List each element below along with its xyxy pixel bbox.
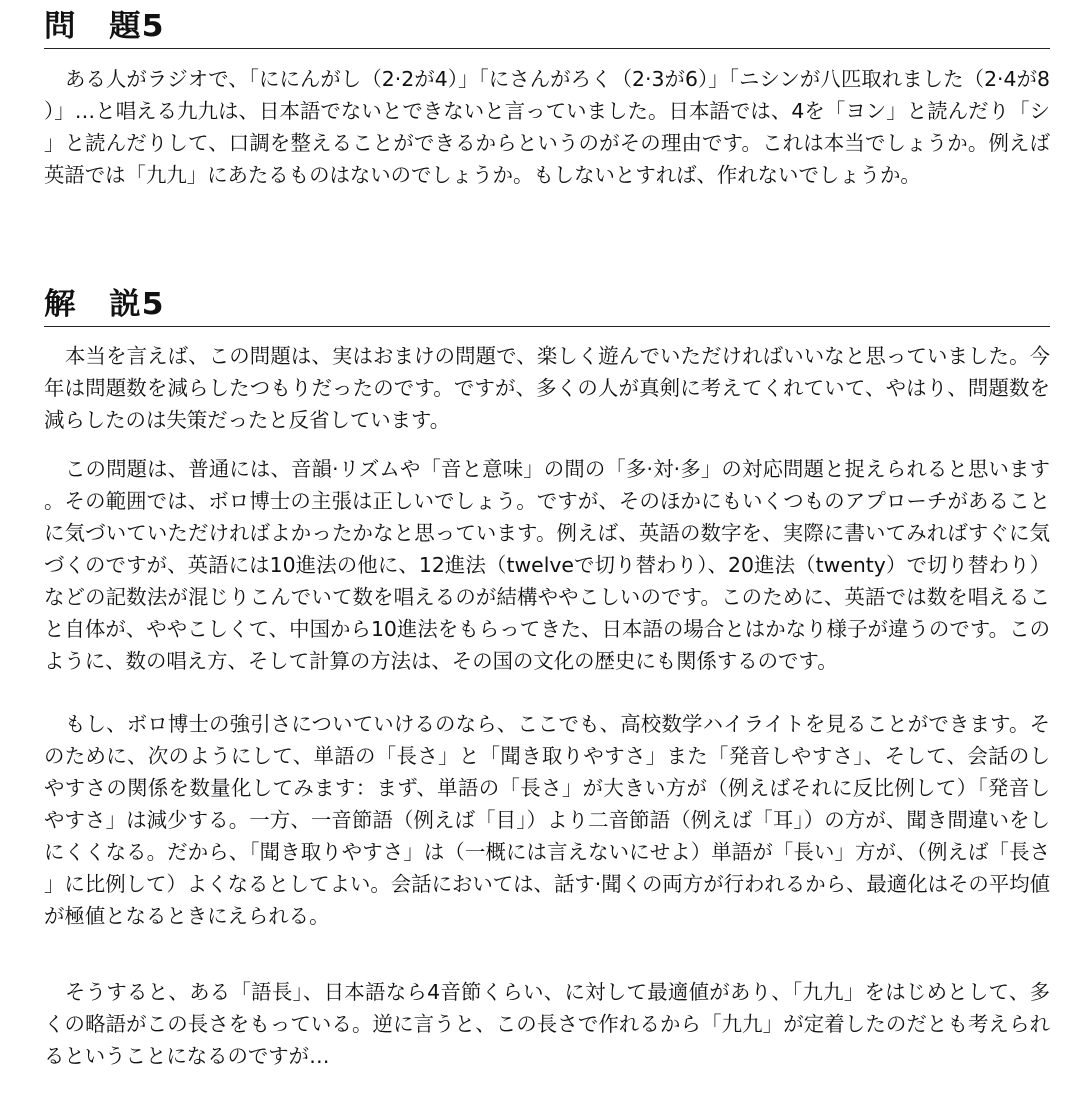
problem-heading [44, 8, 1050, 49]
problem-paragraph: ある人がラジオで、「ににんがし（2·2が4）」「にさんがろく（2·3が6）」「ニシンが八匹取れました（2·4が8）」…と唱える九九は、日本語でないとできないと言っていました。日本語では、4を「ヨン」と読んだり「シ」と読んだりして、口調を整えることができるからというのがその理由です。これは本当でしょうか。例えば英語では「九九」にあたるものはないのでしょうか。もしないとすれば、作れないでしょうか。 [44, 67, 1050, 187]
explanation-heading-text: 解 説5 [44, 287, 165, 322]
explanation-heading [44, 286, 1050, 327]
explanation-paragraph-4: そうすると、ある「語長」、日本語なら4音節くらい、に対して最適値があり、「九九」をはじめとして、多くの略語がこの長さをもっている。逆に言うと、この長さで作れるから「九九」が定着したのだとも考えられるということになるのですが… [44, 980, 1050, 1068]
explanation-paragraph-2: この問題は、普通には、音韻·リズムや「音と意味」の間の「多·対·多」の対応問題と捉えられると思います。その範囲では、ボロ博士の主張は正しいでしょう。ですが、そのほかにもいくつものアプローチがあることに気づいていただければよかったかなと思っています。例えば、英語の数字を、実際に書いてみればすぐに気づくのですが、英語には10進法の他に、12進法（twelveで切り替わり）、20進法（twenty）で切り替わり）などの記数法が混じりこんでいて数を唱えるのが結構ややこしいのです。このために、英語では数を唱えること自体が、ややこしくて、中国から10進法をもらってきた、日本語の場合とはかなり様子が違うのです。このように、数の唱え方、そして計算の方法は、その国の文化の歴史にも関係するのです。 [44, 457, 1050, 673]
explanation-paragraph-3: もし、ボロ博士の強引さについていけるのなら、ここでも、高校数学ハイライトを見ることができます。そのために、次のようにして、単語の「長さ」と「聞き取りやすさ」また「発音しやすさ」、そして、会話のしやすさの関係を数量化してみます：まず、単語の「長さ」が大きい方が（例えばそれに反比例して）「発音しやすさ」は減少する。一方、一音節語（例えば「目」）より二音節語（例えば「耳」）の方が、聞き間違いをしにくくなる。だから、「聞き取りやすさ」は（一概には言えないにせよ）単語が「長い」方が、（例えば「長さ」に比例して）よくなるとしてよい。会話においては、話す·聞くの両方が行われるから、最適化はその平均値が極値となるときにえられる。 [44, 712, 1050, 928]
problem-heading-text: 問 題5 [44, 9, 165, 44]
explanation-paragraph-1: 本当を言えば、この問題は、実はおまけの問題で、楽しく遊んでいただければいいなと思っていました。今年は問題数を減らしたつもりだったのです。ですが、多くの人が真剣に考えてくれていて、やはり、問題数を減らしたのは失策だったと反省しています。 [44, 344, 1050, 432]
